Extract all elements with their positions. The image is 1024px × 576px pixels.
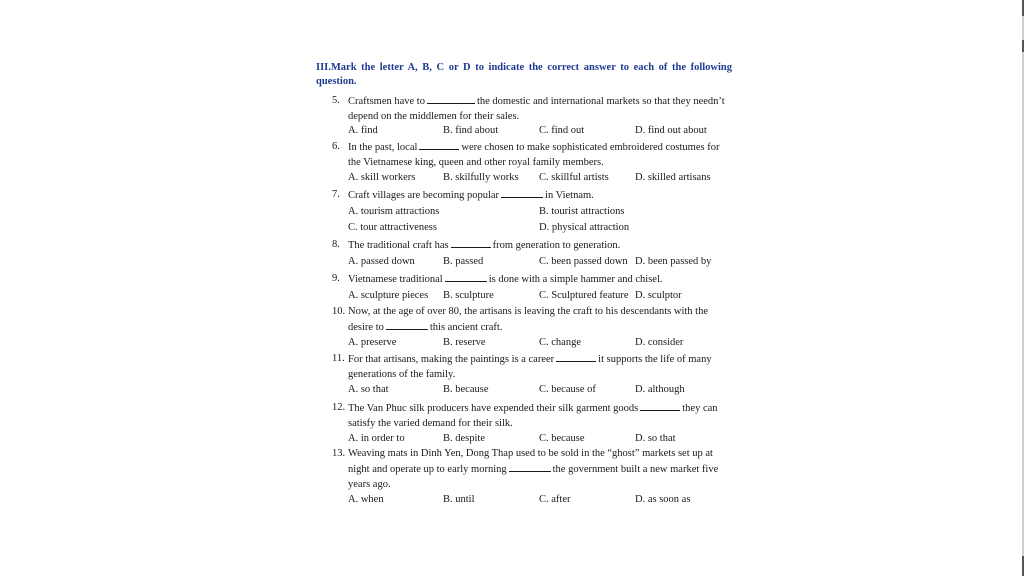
option-a[interactable]: A. skill workers: [348, 172, 416, 183]
question-number: 7.: [332, 189, 340, 200]
option-d[interactable]: D. been passed by: [635, 256, 712, 267]
option-b[interactable]: B. passed: [443, 256, 484, 267]
answer-blank: [419, 139, 459, 150]
question-text: Weaving mats in Dinh Yen, Dong Thap used to be sold in the “ghost” markets set up at night and operate up to early morning the government built a new market five years ago.: [348, 448, 719, 490]
question-text: For that artisans, making the paintings is a career it supports the life of many generations of the family.: [348, 351, 732, 382]
option-d[interactable]: D. skilled artisans: [635, 172, 711, 183]
option-a[interactable]: A. in order to: [348, 433, 405, 444]
answer-blank: [556, 351, 596, 362]
option-c[interactable]: C. tour attractiveness: [348, 222, 437, 233]
option-b[interactable]: B. despite: [443, 433, 485, 444]
option-d[interactable]: D. find out about: [635, 125, 707, 136]
question-number: 13.: [332, 448, 346, 459]
question-text: The traditional craft has from generation to generation.: [348, 237, 732, 253]
option-a[interactable]: A. passed down: [348, 256, 415, 267]
question-text: Craft villages are becoming popular in Vietnam.: [348, 187, 732, 203]
option-a[interactable]: A. when: [348, 494, 384, 505]
option-c[interactable]: C. find out: [539, 125, 585, 136]
option-a[interactable]: A. so that: [348, 384, 389, 395]
question-number: 11.: [332, 353, 345, 364]
answer-blank: [445, 271, 487, 282]
question-number: 5.: [332, 95, 340, 106]
option-d[interactable]: D. consider: [635, 337, 684, 348]
question-number: 12.: [332, 402, 346, 413]
question-text: Craftsmen have to the domestic and international markets so that they needn’t depend on the middlemen for their sales.: [348, 93, 732, 124]
option-c[interactable]: C. skillful artists: [539, 172, 609, 183]
question-text: Now, at the age of over 80, the artisans is leaving the craft to his descendants with the desire to this ancient craft.: [348, 306, 709, 333]
option-c[interactable]: C. after: [539, 494, 571, 505]
question-number: 8.: [332, 239, 340, 250]
option-a[interactable]: A. sculpture pieces: [348, 290, 429, 301]
option-c[interactable]: C. because: [539, 433, 585, 444]
option-b[interactable]: B. skilfully works: [443, 172, 519, 183]
option-d[interactable]: D. so that: [635, 433, 676, 444]
option-d[interactable]: D. as soon as: [635, 494, 691, 505]
answer-blank: [427, 93, 475, 104]
answer-blank: [501, 187, 543, 198]
option-d[interactable]: D. sculptor: [635, 290, 682, 301]
option-a[interactable]: A. tourism attractions: [348, 206, 440, 217]
answer-blank: [640, 400, 680, 411]
option-c[interactable]: C. because of: [539, 384, 596, 395]
option-d[interactable]: D. physical attraction: [539, 222, 630, 233]
option-b[interactable]: B. because: [443, 384, 489, 395]
section-heading: III.Mark the letter A, B, C or D to indicate the correct answer to each of the following question.: [316, 62, 732, 87]
question-text: In the past, local were chosen to make sophisticated embroidered costumes for the Vietnamese king, queen and other royal family members.: [348, 139, 732, 170]
option-b[interactable]: B. find about: [443, 125, 499, 136]
option-c[interactable]: C. been passed down: [539, 256, 628, 267]
question-number: 9.: [332, 273, 340, 284]
option-b[interactable]: B. reserve: [443, 337, 486, 348]
option-b[interactable]: B. sculpture: [443, 290, 494, 301]
option-b[interactable]: B. until: [443, 494, 475, 505]
answer-blank: [451, 237, 491, 248]
answer-blank: [509, 461, 551, 472]
option-a[interactable]: A. preserve: [348, 337, 397, 348]
option-b[interactable]: B. tourist attractions: [539, 206, 625, 217]
option-d[interactable]: D. although: [635, 384, 685, 395]
option-c[interactable]: C. Sculptured feature: [539, 290, 629, 301]
question-text: Vietnamese traditional is done with a simple hammer and chisel.: [348, 271, 732, 287]
answer-blank: [386, 319, 428, 330]
question-number: 6.: [332, 141, 340, 152]
question-number: 10.: [332, 306, 346, 317]
question-text: The Van Phuc silk producers have expended their silk garment goods they can satisfy the varied demand for their silk.: [348, 400, 732, 431]
option-c[interactable]: C. change: [539, 337, 581, 348]
option-a[interactable]: A. find: [348, 125, 378, 136]
